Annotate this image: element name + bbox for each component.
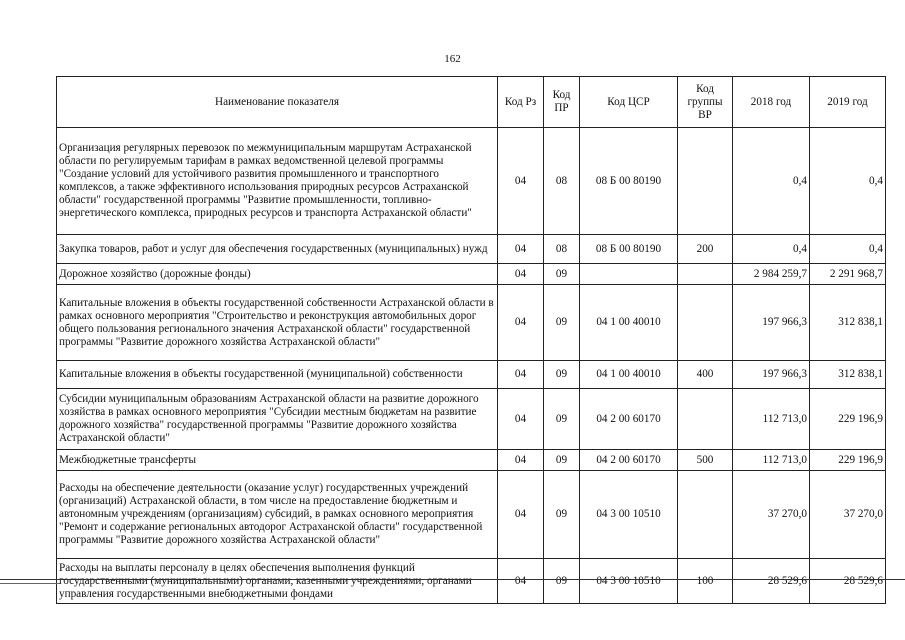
header-pr: Код ПР — [544, 77, 580, 128]
header-name: Наименование показателя — [57, 77, 498, 128]
row-2018: 112 713,0 — [733, 450, 810, 471]
row-name: Межбюджетные трансферты — [57, 450, 498, 471]
row-rz: 04 — [498, 128, 544, 235]
table-row — [57, 471, 886, 559]
row-pr: 09 — [544, 264, 580, 285]
row-rz: 04 — [498, 471, 544, 559]
header-2019: 2019 год — [810, 77, 886, 128]
table-row — [57, 389, 886, 450]
row-csr — [580, 264, 678, 285]
row-vr — [678, 389, 733, 450]
row-2019: 28 529,6 — [810, 559, 886, 604]
budget-table — [56, 76, 886, 604]
row-vr: 400 — [678, 361, 733, 389]
row-2019: 37 270,0 — [810, 471, 886, 559]
row-2018: 0,4 — [733, 235, 810, 264]
row-2018: 2 984 259,7 — [733, 264, 810, 285]
row-name: Организация регулярных перевозок по межмуниципальным маршрутам Астраханской области по регулируемым тарифам в рамках ведомственной целевой программы "Создание условий для устойчивого развития промышленного и транспортного комплексов, а также эффективного использования природных ресурсов Астраханской области" государственной программы "Развитие промышленности, топливно-энергетического комплекса, природных ресурсов и транспорта Астраханской области" — [57, 128, 498, 235]
row-pr: 08 — [544, 235, 580, 264]
budget-sheet — [56, 76, 886, 604]
row-2019: 0,4 — [810, 128, 886, 235]
row-csr: 08 Б 00 80190 — [580, 235, 678, 264]
table-header-row — [57, 77, 886, 128]
row-2019: 229 196,9 — [810, 389, 886, 450]
row-vr: 200 — [678, 235, 733, 264]
scan-cut-line-secondary — [0, 583, 60, 584]
row-rz: 04 — [498, 361, 544, 389]
table-row — [57, 285, 886, 361]
scan-cut-line — [0, 579, 905, 580]
row-vr — [678, 264, 733, 285]
row-vr — [678, 285, 733, 361]
header-rz: Код Рз — [498, 77, 544, 128]
row-2018: 28 529,6 — [733, 559, 810, 604]
row-2019: 0,4 — [810, 235, 886, 264]
header-csr: Код ЦСР — [580, 77, 678, 128]
page-number: 162 — [444, 53, 461, 65]
header-2018: 2018 год — [733, 77, 810, 128]
row-rz: 04 — [498, 285, 544, 361]
row-2019: 312 838,1 — [810, 285, 886, 361]
table-row — [57, 361, 886, 389]
header-vr: Код группы ВР — [678, 77, 733, 128]
row-2018: 37 270,0 — [733, 471, 810, 559]
row-pr: 09 — [544, 361, 580, 389]
row-pr: 09 — [544, 285, 580, 361]
table-row — [57, 128, 886, 235]
row-vr: 500 — [678, 450, 733, 471]
row-name: Дорожное хозяйство (дорожные фонды) — [57, 264, 498, 285]
row-rz: 04 — [498, 264, 544, 285]
row-name: Закупка товаров, работ и услуг для обеспечения государственных (муниципальных) нужд — [57, 235, 498, 264]
row-rz: 04 — [498, 389, 544, 450]
row-2018: 197 966,3 — [733, 361, 810, 389]
row-2019: 312 838,1 — [810, 361, 886, 389]
row-2019: 2 291 968,7 — [810, 264, 886, 285]
row-name: Расходы на обеспечение деятельности (оказание услуг) государственных учреждений (организаций) Астраханской области, в том числе на предоставление бюджетным и автономным учреждениям (организациям) субсидий, в рамках основного мероприятия "Ремонт и содержание региональных автодорог Астраханской области" государственной программы "Развитие дорожного хозяйства Астраханской области" — [57, 471, 498, 559]
row-name: Расходы на выплаты персоналу в целях обеспечения выполнения функций государственными (муниципальными) органами, казенными учреждениями, органами управления государственными внебюджетными фондами — [57, 559, 498, 604]
row-csr: 04 1 00 40010 — [580, 361, 678, 389]
row-name: Субсидии муниципальным образованиям Астраханской области на развитие дорожного хозяйства в рамках основного мероприятия "Субсидии местным бюджетам на развитие дорожного хозяйства" государственной программы "Развитие дорожного хозяйства Астраханской области" — [57, 389, 498, 450]
row-pr: 09 — [544, 471, 580, 559]
row-2018: 0,4 — [733, 128, 810, 235]
row-rz: 04 — [498, 559, 544, 604]
row-vr — [678, 128, 733, 235]
row-name: Капитальные вложения в объекты государственной (муниципальной) собственности — [57, 361, 498, 389]
row-2018: 197 966,3 — [733, 285, 810, 361]
row-vr — [678, 471, 733, 559]
row-pr: 09 — [544, 559, 580, 604]
table-row — [57, 450, 886, 471]
table-row — [57, 235, 886, 264]
table-row — [57, 559, 886, 604]
table-row — [57, 264, 886, 285]
row-rz: 04 — [498, 450, 544, 471]
row-csr: 04 2 00 60170 — [580, 389, 678, 450]
row-name: Капитальные вложения в объекты государственной собственности Астраханской области в рамках основного мероприятия "Строительство и реконструкция автомобильных дорог общего пользования регионального значения Астраханской области" государственной программы "Развитие дорожного хозяйства Астраханской области" — [57, 285, 498, 361]
row-vr: 100 — [678, 559, 733, 604]
row-csr: 04 3 00 10510 — [580, 559, 678, 604]
row-pr: 08 — [544, 128, 580, 235]
row-2019: 229 196,9 — [810, 450, 886, 471]
row-pr: 09 — [544, 450, 580, 471]
row-2018: 112 713,0 — [733, 389, 810, 450]
row-csr: 04 2 00 60170 — [580, 450, 678, 471]
row-csr: 04 3 00 10510 — [580, 471, 678, 559]
row-pr: 09 — [544, 389, 580, 450]
row-csr: 04 1 00 40010 — [580, 285, 678, 361]
row-csr: 08 Б 00 80190 — [580, 128, 678, 235]
row-rz: 04 — [498, 235, 544, 264]
